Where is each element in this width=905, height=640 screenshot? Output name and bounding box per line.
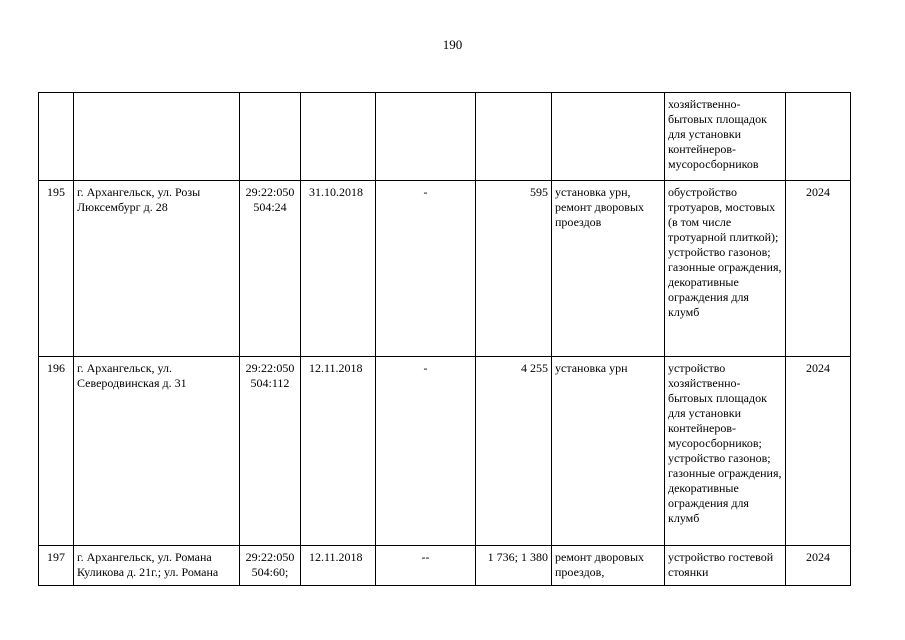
- row-number: 195: [39, 181, 74, 357]
- area-cell: [476, 93, 552, 181]
- current-work-cell: установка урн, ремонт дворовых проездов: [552, 181, 665, 357]
- cadastral-cell: 29:22:050504:60;: [240, 546, 301, 586]
- row-number: [39, 93, 74, 181]
- table-row: [39, 93, 851, 181]
- table-row: [39, 181, 851, 357]
- current-work-cell: [552, 93, 665, 181]
- register-table: [38, 92, 851, 586]
- table-row: [39, 357, 851, 546]
- year-cell: [786, 93, 851, 181]
- cadastral-cell: 29:22:050504:112: [240, 357, 301, 546]
- date-cell: [301, 93, 376, 181]
- table-row: [39, 546, 851, 586]
- row-number: 196: [39, 357, 74, 546]
- planned-work-cell: обустройство тротуаров, мостовых (в том числе тротуарной плиткой); устройство газонов; газонные ограждения, декоративные ограждения для клумб: [665, 181, 786, 357]
- row-number: 197: [39, 546, 74, 586]
- dash-cell: --: [376, 546, 476, 586]
- cadastral-cell: 29:22:050504:24: [240, 181, 301, 357]
- date-cell: 12.11.2018: [301, 357, 376, 546]
- area-cell: 595: [476, 181, 552, 357]
- dash-cell: [376, 93, 476, 181]
- area-cell: 4 255: [476, 357, 552, 546]
- cadastral-cell: [240, 93, 301, 181]
- page-number: 190: [442, 37, 463, 52]
- planned-work-cell: устройство хозяйственно-бытовых площадок для установки контейнеров-мусоросборников; устройство газонов; газонные ограждения, декоративные ограждения для клумб: [665, 357, 786, 546]
- year-cell: 2024: [786, 181, 851, 357]
- address-cell: г. Архангельск, ул. Северодвинская д. 31: [74, 357, 240, 546]
- date-cell: 12.11.2018: [301, 546, 376, 586]
- current-work-cell: ремонт дворовых проездов,: [552, 546, 665, 586]
- year-cell: 2024: [786, 546, 851, 586]
- dash-cell: -: [376, 357, 476, 546]
- planned-work-cell: устройство гостевой стоянки: [665, 546, 786, 586]
- current-work-cell: установка урн: [552, 357, 665, 546]
- area-cell: 1 736; 1 380: [476, 546, 552, 586]
- date-cell: 31.10.2018: [301, 181, 376, 357]
- dash-cell: -: [376, 181, 476, 357]
- address-cell: [74, 93, 240, 181]
- address-cell: г. Архангельск, ул. Романа Куликова д. 21г.; ул. Романа: [74, 546, 240, 586]
- address-cell: г. Архангельск, ул. Розы Люксембург д. 28: [74, 181, 240, 357]
- planned-work-cell: хозяйственно-бытовых площадок для установки контейнеров-мусоросборников: [665, 93, 786, 181]
- year-cell: 2024: [786, 357, 851, 546]
